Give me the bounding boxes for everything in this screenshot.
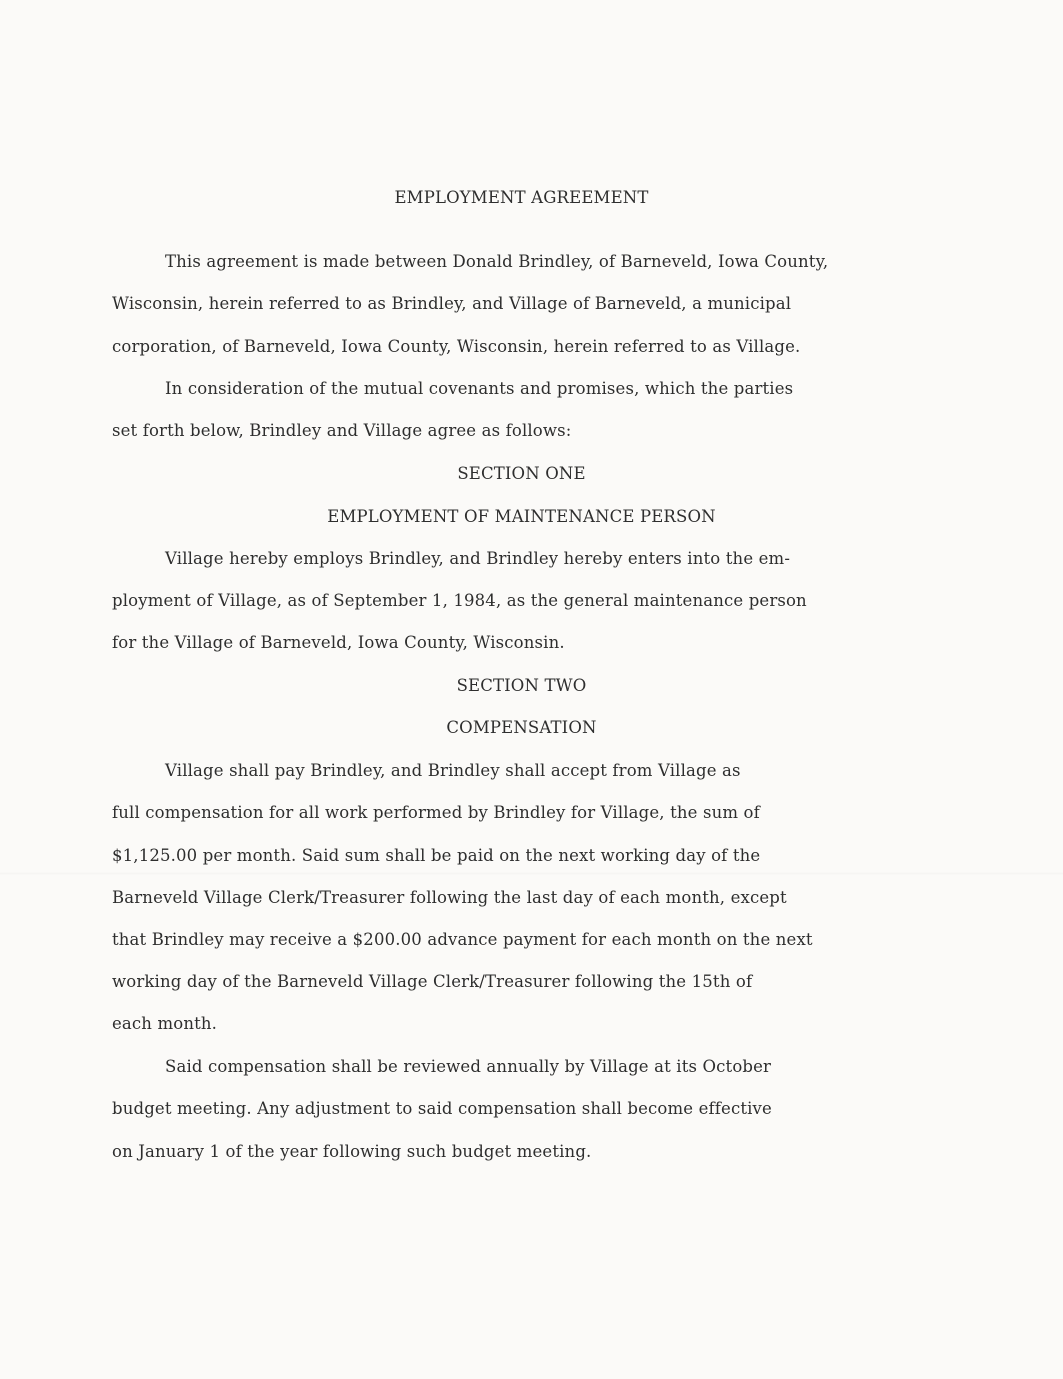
intro-line: set forth below, Brindley and Village agree as follows: — [112, 421, 572, 440]
section-one-line: ployment of Village, as of September 1, 1984, as the general maintenance person — [112, 591, 807, 610]
section-two-line: Barneveld Village Clerk/Treasurer following the last day of each month, except — [112, 888, 787, 907]
intro-line: corporation, of Barneveld, Iowa County, Wisconsin, herein referred to as Village. — [112, 337, 801, 356]
section-two-line: on January 1 of the year following such budget meeting. — [112, 1142, 592, 1161]
intro-line: In consideration of the mutual covenants and promises, which the parties — [165, 379, 794, 398]
document-title: EMPLOYMENT AGREEMENT — [394, 188, 649, 207]
section-one-line: Village hereby employs Brindley, and Brindley hereby enters into the em- — [165, 549, 791, 568]
section-two-line: Village shall pay Brindley, and Brindley shall accept from Village as — [165, 761, 741, 780]
section-two-heading: COMPENSATION — [446, 718, 597, 737]
section-two-number: SECTION TWO — [456, 676, 587, 695]
section-two-line: $1,125.00 per month. Said sum shall be paid on the next working day of the — [112, 846, 761, 865]
section-two-line: that Brindley may receive a $200.00 advance payment for each month on the next — [112, 930, 813, 949]
paper-fold-crease — [0, 872, 1063, 875]
intro-line: This agreement is made between Donald Brindley, of Barneveld, Iowa County, — [165, 252, 829, 271]
section-one-line: for the Village of Barneveld, Iowa County, Wisconsin. — [112, 633, 565, 652]
section-two-line: each month. — [112, 1014, 218, 1033]
section-one-number: SECTION ONE — [457, 464, 586, 483]
section-two-line: budget meeting. Any adjustment to said compensation shall become effective — [112, 1099, 772, 1118]
section-one-heading: EMPLOYMENT OF MAINTENANCE PERSON — [327, 507, 716, 526]
section-two-line: full compensation for all work performed by Brindley for Village, the sum of — [112, 803, 760, 822]
section-two-line: working day of the Barneveld Village Clerk/Treasurer following the 15th of — [112, 972, 753, 991]
section-two-line: Said compensation shall be reviewed annually by Village at its October — [165, 1057, 772, 1076]
intro-line: Wisconsin, herein referred to as Brindley, and Village of Barneveld, a municipal — [112, 294, 792, 313]
